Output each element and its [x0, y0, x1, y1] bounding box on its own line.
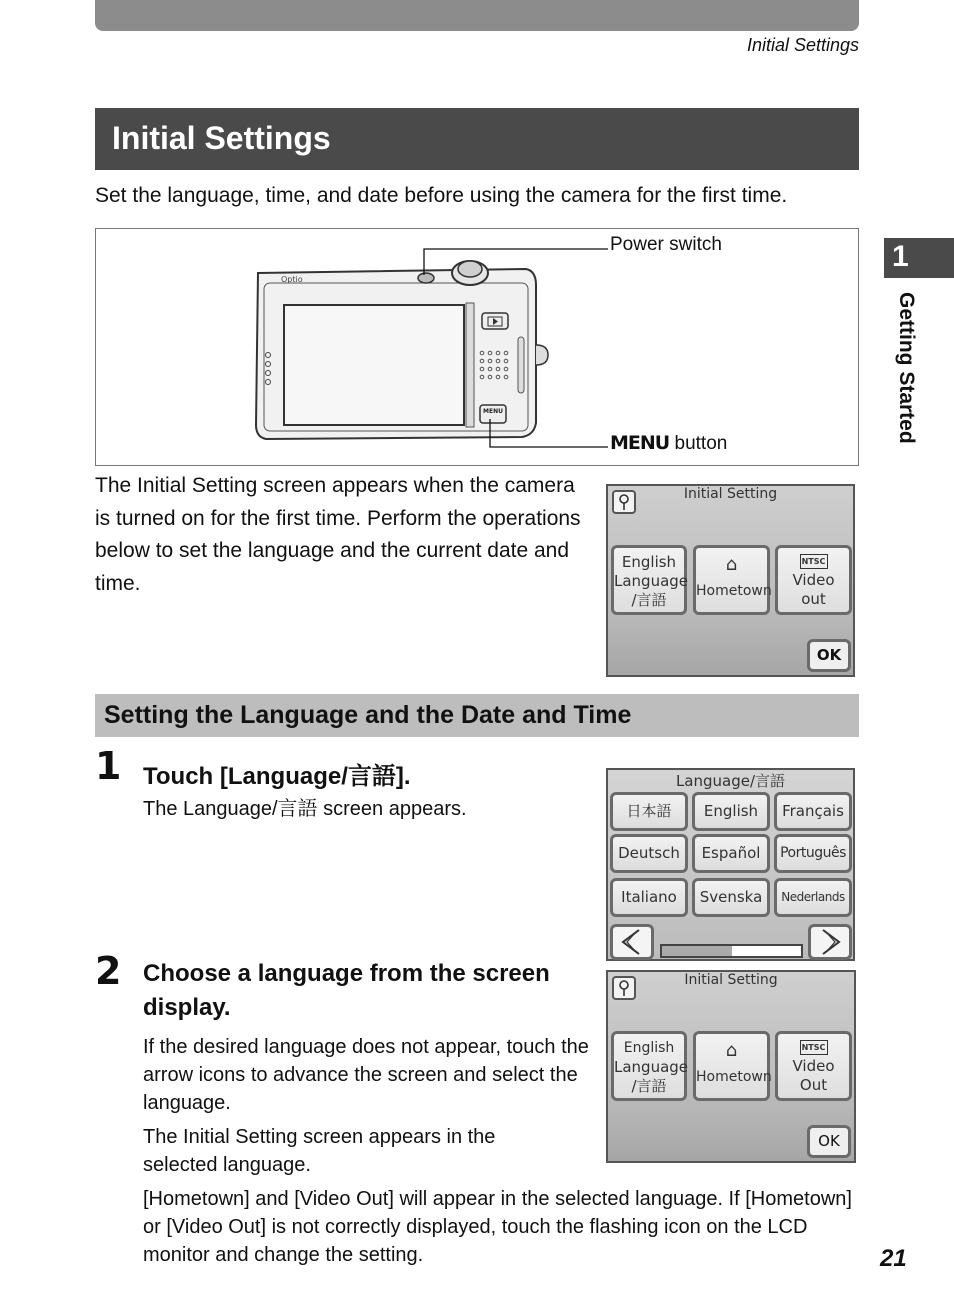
running-header: Initial Settings [746, 35, 859, 55]
next-arrow-button [808, 924, 852, 960]
ntsc-icon: NTSC [800, 554, 828, 569]
svg-text:MENU: MENU [483, 408, 503, 415]
menu-button-label [610, 432, 727, 455]
chapter-tab [884, 238, 954, 278]
language-line-1: English [623, 1040, 675, 1056]
lang-german: Deutsch [610, 834, 688, 873]
chevron-right-icon [811, 927, 849, 957]
chevron-left-icon [613, 927, 651, 957]
power-switch-label: Power switch [610, 234, 722, 255]
lcd-language-title: Language/言語 [675, 772, 786, 790]
hometown-button [693, 1031, 770, 1101]
lang-dutch: Nederlands [774, 878, 852, 917]
step-2-body-2: The Initial Setting screen appears in the selected language. [143, 1126, 496, 1176]
language-line-3: /言語 [631, 591, 667, 609]
language-line-3: /言語 [631, 1077, 667, 1095]
video-out-button [775, 545, 852, 615]
lcd-language-screen [606, 768, 855, 961]
subsection-title-bar [95, 694, 859, 737]
camera-illustration [96, 229, 858, 465]
scroll-thumb [662, 946, 732, 956]
lang-swedish: Svenska [692, 878, 770, 917]
video-line-1: Video [792, 1057, 835, 1075]
camera-figure [95, 228, 859, 466]
lang-japanese: 日本語 [610, 792, 688, 831]
language-line-2: Language [614, 1058, 689, 1076]
video-line-1: Video [792, 571, 835, 589]
step-1-title: Touch [Language/言語]. [143, 763, 411, 790]
chapter-side-title [888, 292, 918, 482]
home-icon: ⌂ [725, 554, 738, 575]
lang-french: Français [774, 792, 852, 831]
home-icon: ⌂ [725, 1040, 738, 1061]
lang-spanish: Español [692, 834, 770, 873]
language-line-2: Language [614, 572, 689, 590]
step-2-body-1: If the desired language does not appear, touch the arrow icons to advance the screen and select the language. [143, 1036, 589, 1114]
hometown-label: Hometown [696, 583, 772, 599]
step-1-body: The Language/言語 screen appears. [143, 798, 467, 820]
step-2-title-line2: display. [143, 994, 231, 1021]
section-title: Initial Settings [112, 120, 331, 156]
chapter-number: 1 [892, 240, 909, 273]
lcd-initial-setting-1 [606, 484, 855, 677]
subsection-title: Setting the Language and the Date and Time [104, 701, 632, 729]
language-button [611, 545, 687, 615]
top-decorative-bar [95, 0, 859, 31]
lang-portuguese: Português [774, 834, 852, 873]
lcd-title: Initial Setting [683, 486, 778, 502]
hometown-label: Hometown [696, 1069, 772, 1085]
initial-setting-paragraph: The Initial Setting screen appears when the camera is turned on for the first time. Perform the operations below to set the language and the current date and time. [95, 474, 581, 595]
step-1-number: 1 [95, 744, 122, 788]
video-out-button [775, 1031, 852, 1101]
ok-button: OK [807, 1125, 851, 1158]
ok-button: OK [807, 639, 851, 672]
step-2-number: 2 [95, 949, 122, 993]
hometown-button [693, 545, 770, 615]
lang-english: English [692, 792, 770, 831]
language-line-1: English [621, 553, 677, 571]
step-2-body-3: [Hometown] and [Video Out] will appear in the selected language. If [Hometown] or [Video Out] is not correctly displayed, touch the flashing icon on the LCD monitor and change the setting. [143, 1188, 852, 1266]
lang-italian: Italiano [610, 878, 688, 917]
ntsc-icon: NTSC [800, 1040, 828, 1055]
lcd-initial-setting-2 [606, 970, 856, 1163]
page-number: 21 [880, 1245, 907, 1272]
menu-label-rest: button [669, 433, 728, 454]
step-2-title-line1: Choose a language from the screen [143, 960, 550, 987]
scroll-track [660, 944, 803, 958]
intro-text: Set the language, time, and date before using the camera for the first time. [95, 184, 788, 207]
language-button [611, 1031, 687, 1101]
video-line-2: out [801, 590, 826, 608]
prev-arrow-button [610, 924, 654, 960]
svg-text:Optio: Optio [281, 275, 303, 284]
section-title-bar [95, 108, 859, 170]
lcd-title: Initial Setting [684, 972, 778, 988]
menu-label-bold: MENU [610, 432, 670, 454]
video-line-2: Out [799, 1076, 828, 1094]
chapter-title: Getting Started [895, 292, 918, 444]
